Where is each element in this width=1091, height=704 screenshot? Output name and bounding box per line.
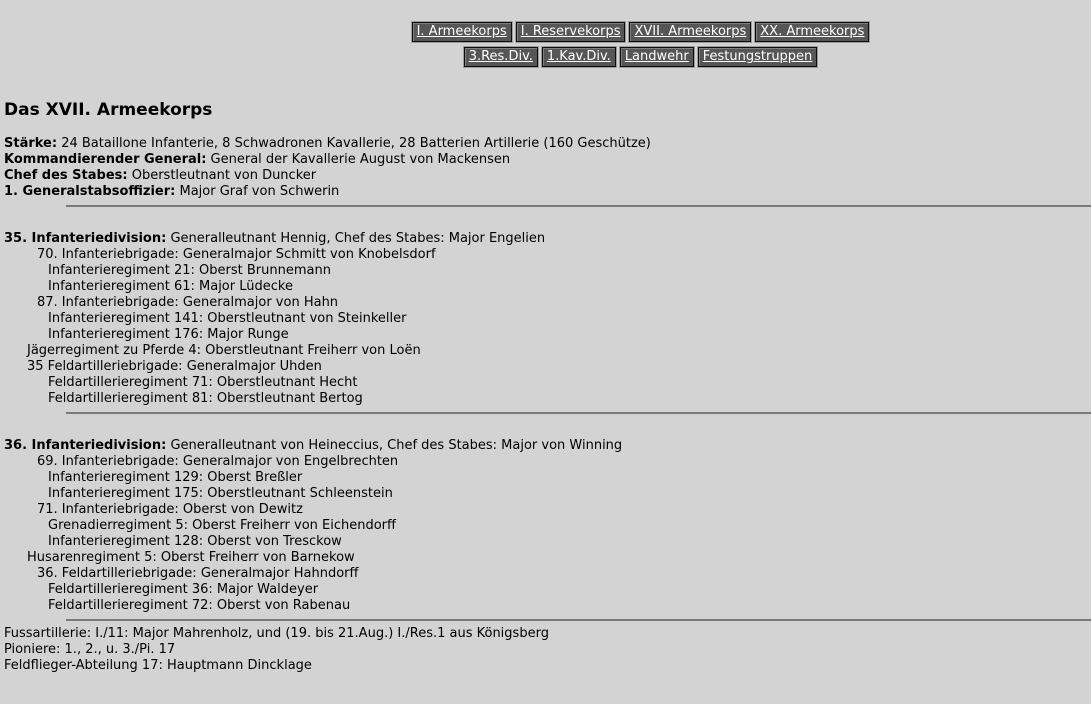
corps-footer bbox=[4, 626, 1091, 674]
org-line: Infanterieregiment 176: Major Runge bbox=[48, 327, 289, 342]
org-line: 69. Infanteriebrigade: Generalmajor von Engelbrechten bbox=[37, 454, 399, 469]
nav-button[interactable]: XVII. Armeekorps bbox=[629, 22, 751, 42]
summary-label: Kommandierender General: bbox=[4, 152, 207, 167]
footer-line: Pioniere: 1., 2., u. 3./Pi. 17 bbox=[4, 642, 176, 657]
division-heading-label: 36. Infanteriedivision: bbox=[4, 438, 167, 453]
summary-line bbox=[4, 136, 1091, 152]
division-section bbox=[4, 231, 1091, 407]
org-line: Infanterieregiment 141: Oberstleutnant von Steinkeller bbox=[48, 311, 407, 326]
nav-button[interactable]: I. Reservekorps bbox=[516, 22, 626, 42]
page-title: Das XVII. Armeekorps bbox=[4, 100, 213, 120]
nav-button[interactable]: I. Armeekorps bbox=[412, 22, 512, 42]
org-line: Feldartillerieregiment 71: Oberstleutnant Hecht bbox=[48, 375, 358, 390]
summary-text: General der Kavallerie August von Mackensen bbox=[206, 152, 511, 167]
summary-text: Major Graf von Schwerin bbox=[175, 184, 340, 199]
org-line: 35 Feldartilleriebrigade: Generalmajor Uhden bbox=[27, 359, 322, 374]
org-line: Feldartillerieregiment 81: Oberstleutnant Bertog bbox=[48, 391, 363, 406]
summary-text: Oberstleutnant von Duncker bbox=[127, 168, 317, 183]
org-line: 70. Infanteriebrigade: Generalmajor Schmitt von Knobelsdorf bbox=[37, 247, 436, 262]
org-line: Jägerregiment zu Pferde 4: Oberstleutnant Freiherr von Loën bbox=[27, 343, 421, 358]
org-line: Infanterieregiment 175: Oberstleutnant Schleenstein bbox=[48, 486, 393, 501]
section-divider bbox=[66, 205, 1091, 207]
footer-line: Feldflieger-Abteilung 17: Hauptmann Dincklage bbox=[4, 658, 312, 673]
summary-label: Stärke: bbox=[4, 136, 58, 151]
division-heading bbox=[4, 438, 1091, 454]
org-content bbox=[0, 205, 1091, 674]
section-divider bbox=[66, 619, 1091, 621]
summary-label: 1. Generalstabsoffizier: bbox=[4, 184, 176, 199]
org-line: Feldartillerieregiment 36: Major Waldeyer bbox=[48, 582, 319, 597]
nav-button[interactable]: XX. Armeekorps bbox=[755, 22, 869, 42]
org-line: Infanterieregiment 129: Oberst Breßler bbox=[48, 470, 303, 485]
org-line: 71. Infanteriebrigade: Oberst von Dewitz bbox=[37, 502, 303, 517]
division-section bbox=[4, 438, 1091, 614]
division-heading-text: Generalleutnant Hennig, Chef des Stabes: Major Engelien bbox=[166, 231, 546, 246]
org-line: Feldartillerieregiment 72: Oberst von Rabenau bbox=[48, 598, 351, 613]
org-line: Husarenregiment 5: Oberst Freiherr von Barnekow bbox=[27, 550, 355, 565]
org-line: Infanterieregiment 21: Oberst Brunnemann bbox=[48, 263, 331, 278]
nav-button[interactable]: Festungstruppen bbox=[698, 47, 818, 67]
nav-row-2 bbox=[0, 47, 1091, 67]
nav-row-1 bbox=[0, 22, 1091, 42]
corps-nav bbox=[0, 0, 1091, 67]
summary-line bbox=[4, 152, 1091, 168]
nav-button[interactable]: 1.Kav.Div. bbox=[542, 47, 616, 67]
nav-button[interactable]: 3.Res.Div. bbox=[464, 47, 538, 67]
summary-line bbox=[4, 168, 1091, 184]
corps-summary bbox=[4, 136, 1091, 200]
summary-label: Chef des Stabes: bbox=[4, 168, 128, 183]
division-heading-label: 35. Infanteriedivision: bbox=[4, 231, 167, 246]
org-line: Infanterieregiment 128: Oberst von Tresckow bbox=[48, 534, 342, 549]
org-line: 36. Feldartilleriebrigade: Generalmajor Hahndorff bbox=[37, 566, 359, 581]
footer-line: Fussartillerie: I./11: Major Mahrenholz, und (19. bis 21.Aug.) I./Res.1 aus Königsberg bbox=[4, 626, 549, 641]
org-line: 87. Infanteriebrigade: Generalmajor von Hahn bbox=[37, 295, 339, 310]
summary-text: 24 Bataillone Infanterie, 8 Schwadronen Kavallerie, 28 Batterien Artillerie (160 Geschütze) bbox=[57, 136, 651, 151]
org-line: Grenadierregiment 5: Oberst Freiherr von Eichendorff bbox=[48, 518, 396, 533]
section-divider bbox=[66, 412, 1091, 414]
nav-button[interactable]: Landwehr bbox=[620, 47, 694, 67]
org-line: Infanterieregiment 61: Major Lüdecke bbox=[48, 279, 293, 294]
division-heading-text: Generalleutnant von Heineccius, Chef des Stabes: Major von Winning bbox=[166, 438, 623, 453]
summary-line bbox=[4, 184, 1091, 200]
division-heading bbox=[4, 231, 1091, 247]
